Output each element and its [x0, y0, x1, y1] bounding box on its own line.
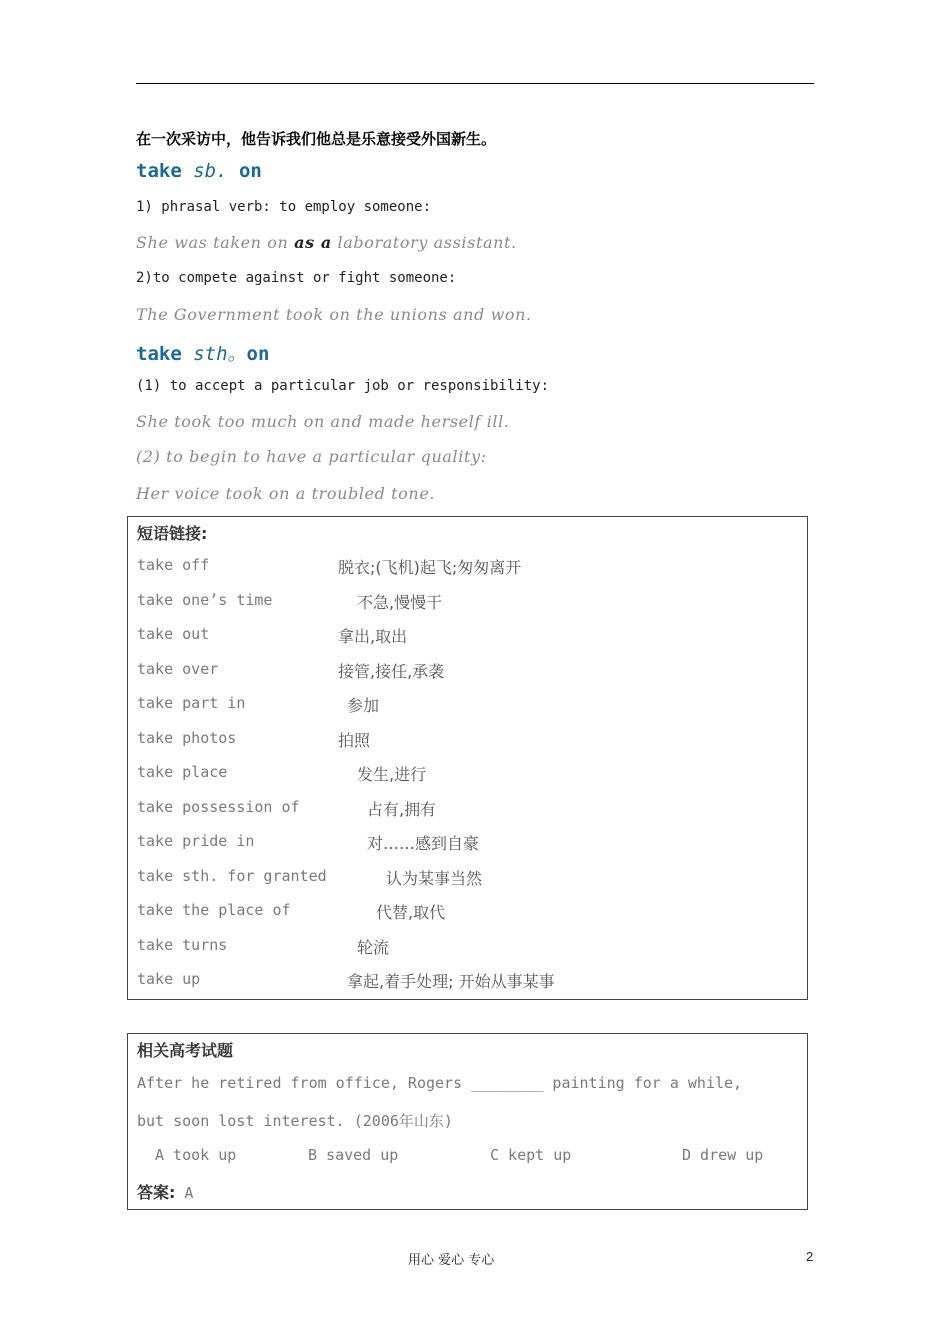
- phrase-meaning: 脱衣;(飞机)起飞;匆匆离开: [338, 558, 522, 577]
- example-part: She was taken on: [136, 233, 295, 252]
- heading-object: sb.: [193, 160, 228, 182]
- page-number: 2: [806, 1249, 814, 1264]
- phrase-item: take place: [137, 763, 228, 781]
- phrase-meaning: 不急,慢慢干: [357, 593, 443, 612]
- heading-object: sth。: [193, 343, 247, 365]
- intro-sentence: 在一次采访中，他告诉我们他总是乐意接受外国新生。: [136, 130, 497, 148]
- option-a: A took up: [155, 1146, 237, 1164]
- phrase-item: take over: [137, 660, 219, 678]
- exam-question-box: [127, 1033, 808, 1210]
- phrase-item: take photos: [137, 729, 237, 747]
- question-line-1: After he retired from office, Rogers ________ painting for a while,: [137, 1074, 743, 1092]
- phrase-item: take off: [137, 556, 210, 574]
- phrase-item: take turns: [137, 936, 228, 954]
- phrase-meaning: 拍照: [338, 731, 371, 750]
- phrase-item: take one’s time: [137, 591, 273, 609]
- phrase-meaning: 认为某事当然: [386, 869, 483, 888]
- phrase-item: take the place of: [137, 901, 291, 919]
- phrase-meaning: 接管,接任,承袭: [338, 662, 445, 681]
- heading-verb: take: [136, 160, 194, 182]
- answer-value: A: [175, 1184, 194, 1202]
- option-d: D drew up: [682, 1146, 764, 1164]
- header-rule: [136, 83, 814, 84]
- section2-definition-1: (1) to accept a particular job or responsibility:: [136, 378, 550, 394]
- phrase-meaning: 拿起,着手处理; 开始从事某事: [347, 972, 555, 991]
- option-c: C kept up: [490, 1146, 572, 1164]
- section1-example-2: The Government took on the unions and won.: [136, 305, 532, 324]
- heading-verb: take: [136, 343, 194, 365]
- section2-example-1: She took too much on and made herself ill.: [136, 412, 510, 431]
- phrase-meaning: 占有,拥有: [367, 800, 437, 819]
- option-b: B saved up: [308, 1146, 399, 1164]
- phrase-item: take possession of: [137, 798, 300, 816]
- heading-particle: on: [246, 343, 270, 365]
- footer-text: 用心 爱心 专心: [408, 1253, 495, 1268]
- section1-heading: [136, 160, 262, 182]
- phrase-item: take up: [137, 970, 201, 988]
- phrase-meaning: 发生,进行: [357, 765, 427, 784]
- section2-example-2: Her voice took on a troubled tone.: [136, 484, 436, 503]
- phrase-meaning: 参加: [347, 696, 380, 715]
- phrase-item: take out: [137, 625, 210, 643]
- section1-example-1: [136, 233, 517, 252]
- section2-heading: [136, 339, 269, 366]
- heading-particle: on: [227, 160, 262, 182]
- exam-box-title: 相关高考试题: [137, 1041, 234, 1060]
- phrase-meaning: 轮流: [357, 938, 390, 957]
- phrase-meaning: 代替,取代: [376, 903, 446, 922]
- phrase-item: take part in: [137, 694, 246, 712]
- phrase-item: take sth. for granted: [137, 867, 327, 885]
- section1-definition-2: 2)to compete against or fight someone:: [136, 270, 457, 286]
- answer-line: [137, 1180, 193, 1203]
- question-line-2: but soon lost interest. (2006年山东): [137, 1112, 453, 1130]
- phrase-meaning: 拿出,取出: [338, 627, 408, 646]
- section1-definition-1: 1) phrasal verb: to employ someone:: [136, 199, 432, 215]
- phrase-box-title: 短语链接:: [137, 524, 208, 543]
- phrase-meaning: 对……感到自豪: [367, 834, 480, 853]
- answer-label: 答案:: [137, 1183, 176, 1202]
- section2-definition-2: (2) to begin to have a particular quality:: [136, 447, 487, 466]
- phrase-item: take pride in: [137, 832, 255, 850]
- example-part: laboratory assistant.: [331, 233, 517, 252]
- example-emphasis: as a: [294, 233, 332, 252]
- phrase-link-box: [127, 516, 808, 1000]
